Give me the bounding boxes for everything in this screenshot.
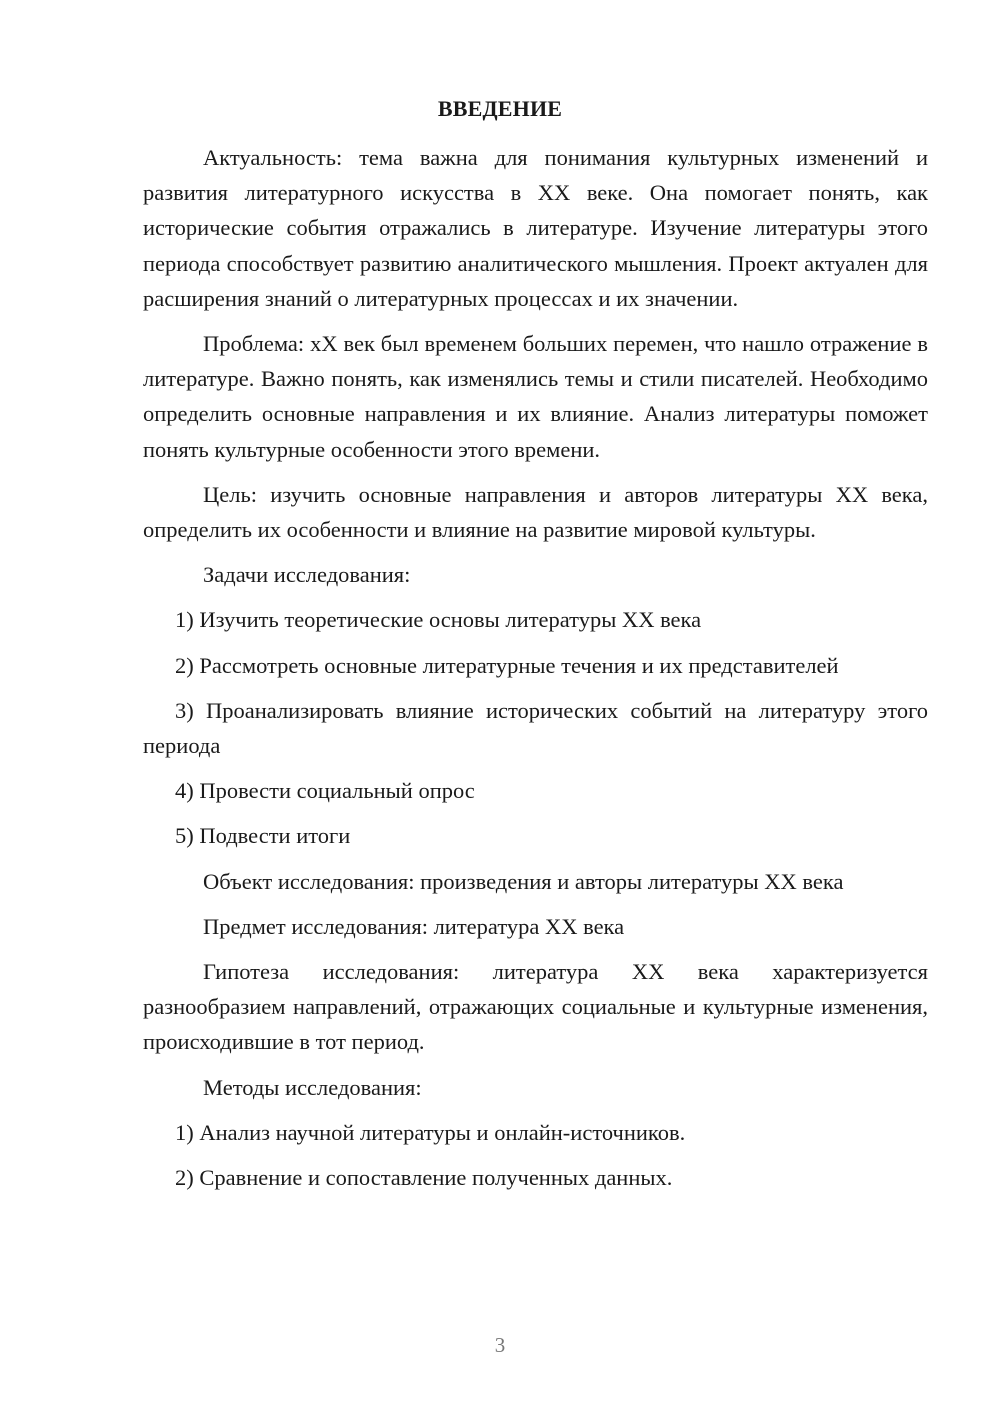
method-item-2: 2) Сравнение и сопоставление полученных данных. [175, 1165, 673, 1191]
methods-heading: Методы исследования: [203, 1074, 422, 1100]
research-subject: Предмет исследования: литература XX века [203, 913, 625, 939]
task-item-1: 1) Изучить теоретические основы литературы XX века [175, 607, 702, 633]
research-hypothesis: Гипотеза исследования: литература XX века характеризуется разнообразием направлений, отражающих социальные и культурные изменения, происходившие в тот период. [143, 959, 928, 1055]
task-item-4: 4) Провести социальный опрос [175, 778, 475, 804]
goal-paragraph: Цель: изучить основные направления и авторов литературы XX века, определить их особенности и влияние на развитие мировой культуры. [143, 481, 928, 543]
task-item-2: 2) Рассмотреть основные литературные течения и их представителей [175, 652, 839, 678]
tasks-heading: Задачи исследования: [203, 562, 411, 588]
task-item-3: 3) Проанализировать влияние исторических событий на литературу этого периода [143, 697, 928, 759]
page-number: 3 [494, 1333, 506, 1357]
section-title: ВВЕДЕНИЕ [437, 96, 563, 121]
relevance-paragraph: Актуальность: тема важна для понимания культурных изменений и развития литературного искусства в XX веке. Она помогает понять, как исторические события отражались в литературе. Изучение литературы этого периода способствует развитию аналитического мышления. Проект актуален для расширения знаний о литературных процессах и их значении. [143, 145, 928, 311]
method-item-1: 1) Анализ научной литературы и онлайн-источников. [175, 1119, 686, 1145]
task-item-5: 5) Подвести итоги [175, 823, 351, 849]
problem-paragraph: Проблема: xX век был временем больших перемен, что нашло отражение в литературе. Важно понять, как изменялись темы и стили писателей. Необходимо определить основные направления и их влияние. Анализ литературы поможет понять культурные особенности этого времени. [143, 331, 928, 462]
research-object: Объект исследования: произведения и авторы литературы XX века [203, 868, 844, 894]
document-body [143, 140, 928, 1205]
